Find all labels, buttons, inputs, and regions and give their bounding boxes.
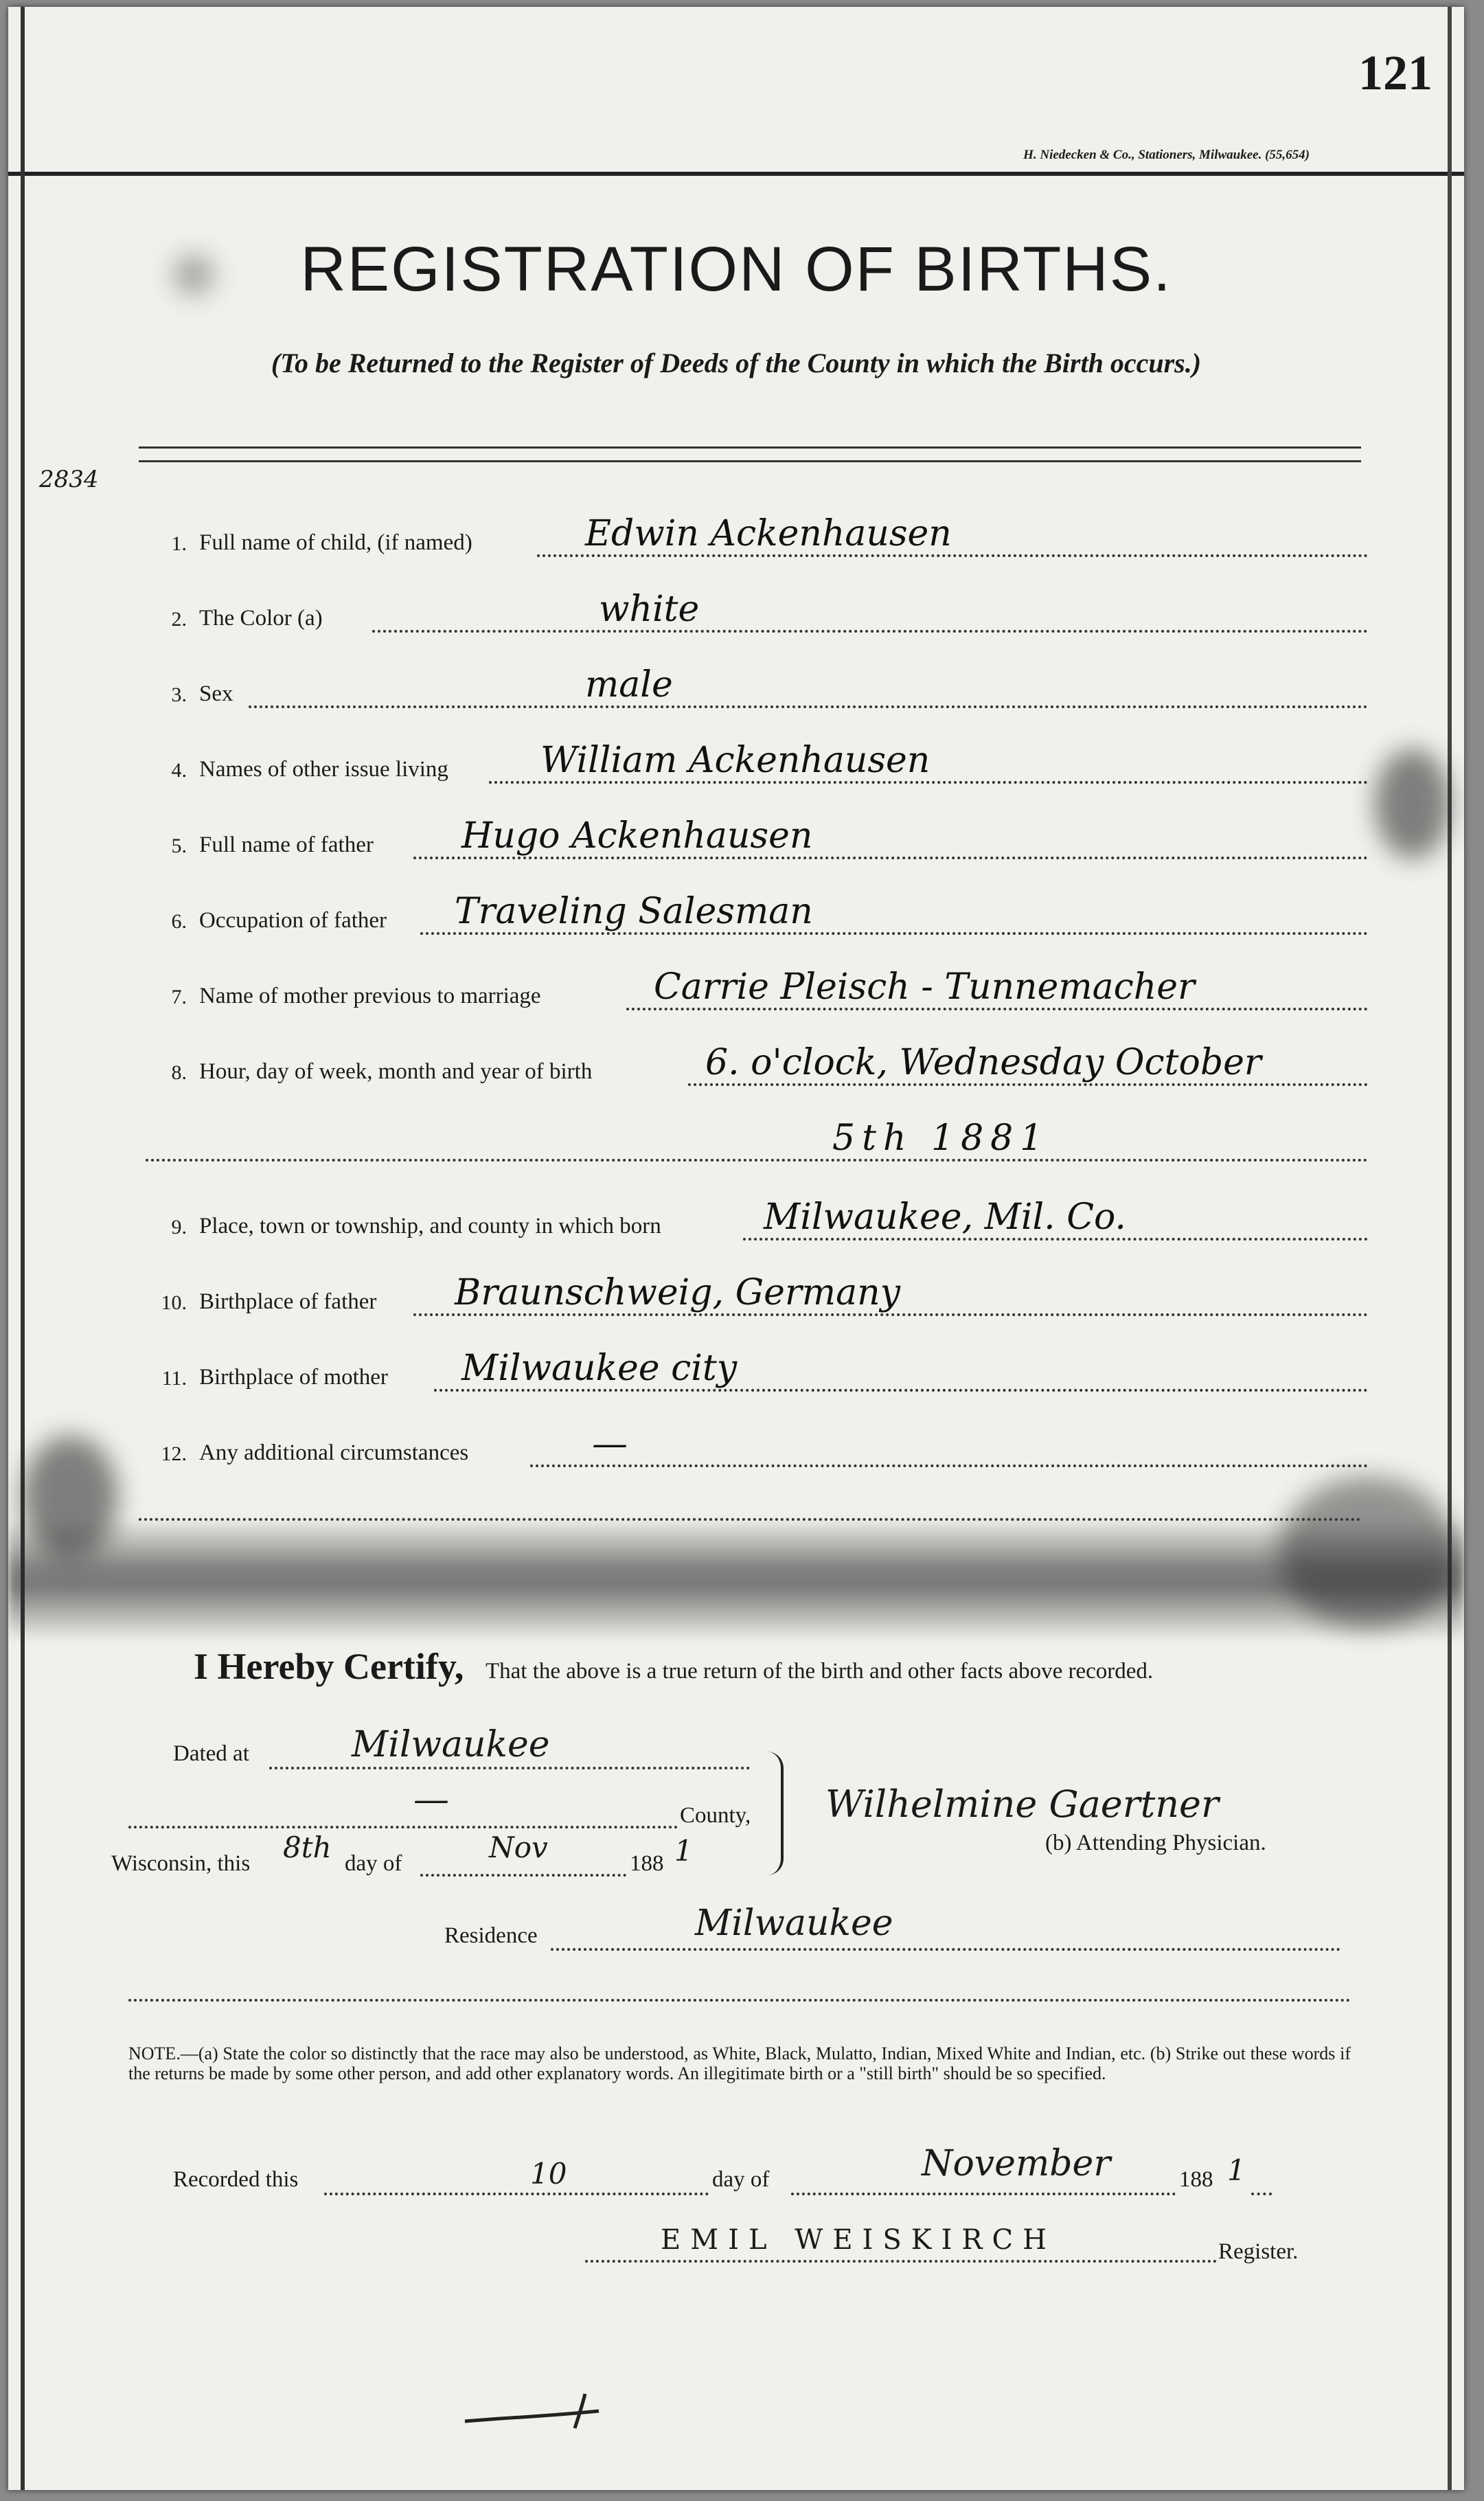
recorded-label: Recorded this bbox=[173, 2167, 299, 2192]
bracket bbox=[767, 1752, 784, 1875]
divider-rule bbox=[139, 460, 1361, 462]
dotted-line bbox=[269, 1767, 750, 1769]
page-number: 121 bbox=[1358, 45, 1432, 100]
field-number: 3. bbox=[171, 683, 187, 706]
county-label: County, bbox=[680, 1803, 751, 1828]
field-birth-place bbox=[146, 1195, 1375, 1243]
field-number: 9. bbox=[171, 1216, 187, 1238]
field-number: 6. bbox=[171, 910, 187, 933]
dotted-line bbox=[128, 1999, 1351, 2002]
field-number: 2. bbox=[171, 608, 187, 631]
field-value: Milwaukee, Mil. Co. bbox=[764, 1197, 1126, 1238]
field-value: Carrie Pleisch - Tunnemacher bbox=[654, 966, 1195, 1008]
dotted-line bbox=[420, 1874, 626, 1877]
field-value: Traveling Salesman bbox=[455, 891, 813, 932]
field-value: Edwin Ackenhausen bbox=[585, 513, 952, 554]
printer-imprint: H. Niedecken & Co., Stationers, Milwaukee. (55,654) bbox=[1023, 148, 1310, 162]
margin-number: 2834 bbox=[39, 466, 99, 493]
field-value: Milwaukee city bbox=[461, 1348, 738, 1389]
field-value: male bbox=[585, 664, 673, 705]
field-number: 5. bbox=[171, 835, 187, 857]
certify-text: That the above is a true return of the birth and other facts above recorded. bbox=[486, 1659, 1154, 1684]
day-of-label: day of bbox=[345, 1851, 402, 1876]
left-border bbox=[21, 7, 25, 2490]
register-signature: EMIL WEISKIRCH bbox=[661, 2224, 1057, 2256]
field-value: — bbox=[592, 1423, 628, 1464]
dotted-line bbox=[551, 1948, 1340, 1951]
field-mother-maiden-name bbox=[146, 965, 1375, 1013]
recorded-month: November bbox=[922, 2143, 1111, 2184]
field-birth-time-continued bbox=[146, 1116, 1375, 1164]
form-subtitle: (To be Returned to the Register of Deeds of the County in which the Birth occurs.) bbox=[271, 348, 1202, 378]
field-value: Braunschweig, Germany bbox=[455, 1272, 900, 1313]
physician-label: (b) Attending Physician. bbox=[1045, 1831, 1266, 1855]
field-value: William Ackenhausen bbox=[540, 740, 931, 781]
dotted-line bbox=[146, 1159, 1368, 1162]
field-label: The Color (a) bbox=[199, 606, 323, 631]
field-number: 4. bbox=[171, 759, 187, 782]
field-sex bbox=[146, 663, 1375, 711]
county-value: — bbox=[413, 1779, 449, 1820]
stain-mark bbox=[1375, 749, 1450, 859]
dotted-line bbox=[585, 2260, 1217, 2263]
physician-signature: Wilhelmine Gaertner bbox=[825, 1783, 1219, 1826]
dotted-line bbox=[249, 705, 1368, 708]
field-number: 8. bbox=[171, 1061, 187, 1084]
field-other-issue bbox=[146, 738, 1375, 786]
register-label: Register. bbox=[1218, 2239, 1299, 2264]
top-border bbox=[8, 172, 1464, 176]
dotted-line bbox=[530, 1464, 1368, 1467]
field-value: Hugo Ackenhausen bbox=[461, 815, 813, 857]
field-label: Full name of father bbox=[199, 833, 374, 857]
pen-scribble bbox=[461, 2390, 626, 2432]
dotted-line bbox=[434, 1389, 1368, 1392]
dotted-line bbox=[413, 1313, 1368, 1316]
dotted-line bbox=[413, 857, 1368, 859]
field-label: Hour, day of week, month and year of birth bbox=[199, 1059, 593, 1084]
dated-at-value: Milwaukee bbox=[352, 1724, 550, 1765]
field-label: Sex bbox=[199, 681, 233, 706]
field-value: white bbox=[599, 589, 700, 630]
dotted-line bbox=[791, 2193, 1176, 2195]
field-label: Place, town or township, and county in which born bbox=[199, 1214, 661, 1238]
fold-shadow bbox=[8, 1518, 1464, 1642]
field-additional-circumstances bbox=[146, 1422, 1375, 1470]
field-label: Any additional circumstances bbox=[199, 1440, 469, 1465]
field-birth-time bbox=[146, 1041, 1375, 1089]
recorded-day: 10 bbox=[530, 2157, 567, 2191]
field-number: 11. bbox=[161, 1367, 187, 1390]
year-value: 1 bbox=[674, 1834, 693, 1868]
dotted-line bbox=[420, 932, 1368, 935]
residence-value: Milwaukee bbox=[695, 1903, 893, 1944]
field-value: 6. o'clock, Wednesday October bbox=[705, 1042, 1262, 1083]
residence-label: Residence bbox=[444, 1923, 538, 1948]
dotted-line bbox=[537, 554, 1368, 557]
dotted-line bbox=[1251, 2193, 1272, 2195]
field-number: 12. bbox=[161, 1442, 187, 1465]
dotted-line bbox=[128, 1826, 678, 1829]
recorded-year: 1 bbox=[1227, 2153, 1246, 2187]
field-value: 5th 1881 bbox=[832, 1118, 1050, 1159]
field-father-name bbox=[146, 814, 1375, 862]
field-mother-birthplace bbox=[146, 1346, 1375, 1394]
birth-registration-form bbox=[8, 7, 1464, 2490]
dotted-line bbox=[489, 781, 1368, 784]
dated-at-label: Dated at bbox=[173, 1741, 249, 1766]
year-prefix: 188 bbox=[630, 1851, 664, 1876]
dotted-line bbox=[139, 1518, 1361, 1521]
certify-heading: I Hereby Certify, bbox=[194, 1646, 464, 1687]
dotted-line bbox=[626, 1008, 1368, 1010]
wisconsin-label: Wisconsin, this bbox=[111, 1851, 251, 1876]
field-label: Birthplace of mother bbox=[199, 1365, 388, 1390]
right-border bbox=[1448, 7, 1452, 2490]
form-note: NOTE.—(a) State the color so distinctly that the race may also be understood, as White, Black, Mulatto, Indian, Mixed White and Indian, etc. (b) Strike out these words if the returns be made by some other person, and add other explanatory words. An illegitimate birth or a "still birth" should be so specified. bbox=[128, 2044, 1351, 2083]
field-label: Names of other issue living bbox=[199, 757, 448, 782]
dotted-line bbox=[372, 630, 1368, 633]
month-value: Nov bbox=[489, 1831, 548, 1864]
field-label: Birthplace of father bbox=[199, 1289, 377, 1314]
day-value: 8th bbox=[283, 1831, 332, 1864]
dotted-line bbox=[743, 1238, 1368, 1241]
field-number: 1. bbox=[171, 532, 187, 555]
field-father-occupation bbox=[146, 890, 1375, 938]
dotted-line bbox=[324, 2193, 709, 2195]
recorded-day-of-label: day of bbox=[712, 2167, 770, 2192]
field-color bbox=[146, 587, 1375, 635]
field-number: 7. bbox=[171, 986, 187, 1008]
divider-rule bbox=[139, 446, 1361, 449]
field-father-birthplace bbox=[146, 1271, 1375, 1319]
form-title: REGISTRATION OF BIRTHS. bbox=[300, 234, 1172, 304]
field-label: Occupation of father bbox=[199, 908, 387, 933]
field-number: 10. bbox=[161, 1291, 187, 1314]
dotted-line bbox=[688, 1083, 1368, 1086]
recorded-year-prefix: 188 bbox=[1179, 2167, 1213, 2192]
field-child-name bbox=[146, 512, 1375, 560]
field-label: Name of mother previous to marriage bbox=[199, 984, 541, 1008]
field-label: Full name of child, (if named) bbox=[199, 530, 472, 555]
